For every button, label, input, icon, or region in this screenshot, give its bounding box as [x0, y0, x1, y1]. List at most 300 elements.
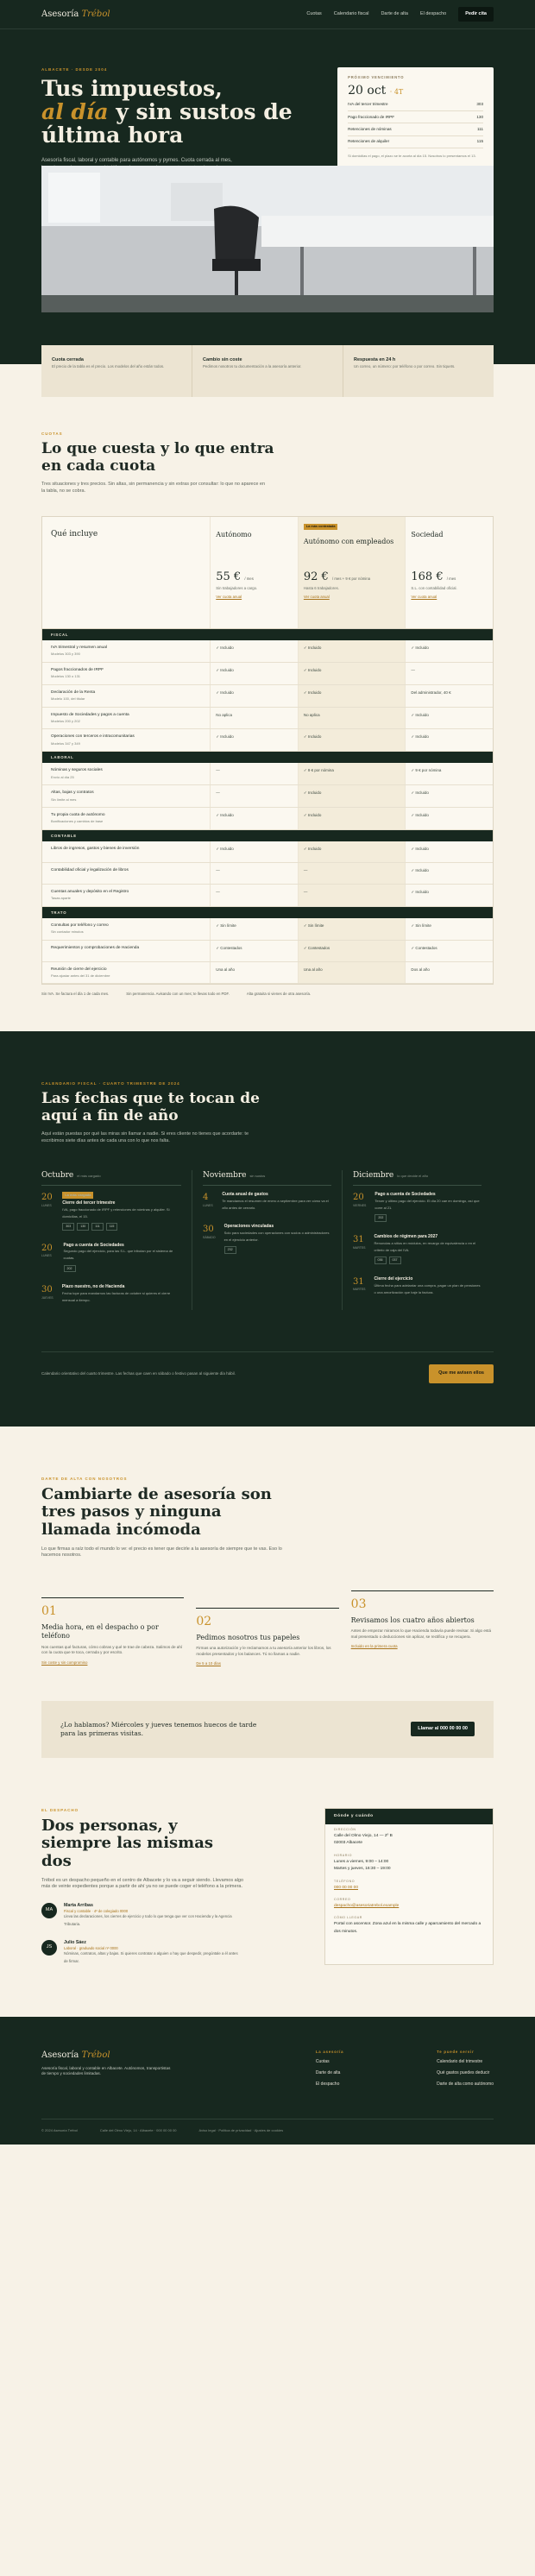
feature-detail: Para ajustar antes del 31 de diciembre [51, 973, 110, 979]
steps-subtitle: Lo que firmas a raíz todo el mundo lo ve: el precio es tener que decirle a la asesoría de siempre que te vas. Eso lo hacemos nosotros. [41, 1546, 282, 1559]
footer-text: Asesoría fiscal, laboral y contable en Albacete. Autónomos, transportistas de tiempo y sociedades limitadas. [41, 2066, 171, 2076]
event-title: Cierre del ejercicio [374, 1275, 413, 1282]
calendar-event[interactable] [203, 1186, 331, 1218]
event-body [64, 1243, 181, 1273]
member-bio: Nóminas, contratos, altas y bajas. Si quieres contratar a alguien o hay que despedir, pregúntale a él antes de firmar. [64, 1951, 238, 1963]
deadline-date: 20 oct · 4T [348, 83, 404, 98]
plan-cell: — [210, 785, 298, 807]
model-chip: 037 [389, 1257, 401, 1264]
pricing-section [0, 397, 535, 1031]
event-desc: Tercer y último pago del ejercicio. El día 20 cae en domingo, así que corre al 21. [374, 1199, 480, 1211]
feature-detail: Envío al día 25 [51, 774, 74, 779]
feature-name [42, 708, 210, 729]
event-weekday: LUNES [41, 1254, 52, 1258]
plan-cell: ✓ Incluido [298, 685, 406, 707]
feature-row [42, 918, 493, 941]
month-note: lo que decide el año [397, 1174, 429, 1179]
footer-link[interactable]: Cuotas [315, 2059, 330, 2065]
event-desc: Renuncias a sitios en módulos, en recargo de equivalencia o en el criterio de caja del IVA. [374, 1240, 476, 1253]
footer-col-recursos: Te puede servir Calendario del trimestre Qué gastos puedes deducir Darte de alta como autónomo [437, 2049, 494, 2087]
feature-title: Nóminas y seguros sociales [51, 768, 103, 773]
event-day: 31 [353, 1276, 364, 1287]
footer-link[interactable]: Darte de alta [315, 2070, 341, 2076]
event-date [203, 1192, 213, 1212]
plan-cell: ✓ Incluido [210, 729, 298, 751]
plan-cell: ✓ Incluido [298, 841, 406, 862]
event-title: Pago a cuenta de Sociedades [63, 1242, 124, 1248]
footer-link[interactable]: Calendario del trimestre [437, 2059, 483, 2065]
feature-row [42, 708, 493, 730]
contact-label: TELÉFONO [334, 1879, 356, 1883]
contact-card [324, 1808, 494, 1965]
step-card [351, 1590, 494, 1666]
hero-title: Tus impuestos, al día y sin sustos de última hora [41, 76, 293, 148]
feature-name [42, 685, 210, 707]
plan-cell: ✓ Contestados [210, 941, 298, 961]
member-name: Julio Sáez [64, 1939, 86, 1945]
nav-link-cuotas[interactable]: Cuotas [306, 10, 322, 16]
deadline-model: 130 [476, 114, 483, 119]
plan-cell: ✓ Incluido [405, 808, 493, 829]
pricing-eyebrow: CUOTAS [41, 431, 63, 436]
feature-group-header: FISCAL [42, 629, 493, 640]
contact-value: Martes y jueves, 16:30 – 19:00 [334, 1867, 391, 1872]
plan-cell: — [210, 763, 298, 784]
calendar-subtitle: Aquí están puestas por qué las miras sin llamar a nadie. Si eres cliente no tienes que acordarte: te escribimos siete días antes de cada una con lo que nos falta. [41, 1131, 249, 1143]
feature-title: Altas, bajas y contratos [51, 790, 94, 796]
plan-autonomo-empleados: La más contratada Autónomo con empleados 92 € / mes + 9 € por nómina Hasta 6 trabajadores. Ver cuota anual [298, 517, 406, 628]
calendar-eyebrow: CALENDARIO FISCAL · CUARTO TRIMESTRE DE 2024 [41, 1081, 180, 1086]
event-desc: Segundo pago del ejercicio, para las S.L. que tributan por el sistema de cuotas. [63, 1249, 173, 1261]
feature-row [42, 785, 493, 808]
contact-item [325, 1894, 493, 1912]
month-header [41, 1170, 181, 1186]
plan-cell: ✓ Incluido [298, 663, 406, 684]
calendar-event[interactable] [41, 1237, 181, 1279]
plan-cell: ✓ Incluido [298, 640, 406, 662]
deadline-model: 303 [476, 102, 483, 107]
step-text: Firmas una autorización y le reclamamos a tu asesoría anterior los libros, los modelos presentados y los balances. Tú no llamas a nadie. [196, 1646, 331, 1656]
feature-row [42, 640, 493, 663]
plan-cell: ✓ Incluido [405, 885, 493, 906]
contact-card-header: Dónde y cuándo [325, 1809, 493, 1824]
plan-cell: — [298, 885, 406, 906]
plan-cell: — [298, 863, 406, 884]
team-subtitle: Trébol es un despacho pequeño en el centro de Albacete y lo va a seguir siendo. Llevamos algo más de veinte expedientes porque a partir de ahí ya no se puede coger el teléfono a la primera. [41, 1877, 244, 1890]
event-body [374, 1234, 482, 1264]
plan-cell: ✓ Incluido [405, 785, 493, 807]
event-title: Operaciones vinculadas [223, 1224, 274, 1230]
contact-value: Portal con ascensor. Zona azul en la misma calle y aparcamiento del mercado a dos minutos. [334, 1922, 482, 1934]
feature-name [42, 941, 210, 961]
member-role: Laboral · graduado social nº 0000 [64, 1945, 118, 1950]
step-note[interactable]: Sin coste y sin compromiso [41, 1660, 88, 1665]
model-chips [64, 1265, 181, 1273]
pricing-features [42, 629, 493, 984]
feature-detail: Sin límite al mes [51, 797, 77, 802]
event-date [353, 1276, 366, 1296]
model-chips [62, 1223, 181, 1231]
model-chip: 202 [374, 1214, 387, 1222]
contact-item [325, 1850, 493, 1876]
feature-title: Declaración de la Renta [51, 690, 96, 695]
feature-row [42, 841, 493, 863]
month-name: Octubre [41, 1171, 74, 1181]
event-date [353, 1234, 366, 1264]
team-title: Dos personas, y siempre las mismas dos [41, 1816, 214, 1871]
feature-row [42, 863, 493, 885]
plan-cell: ✓ Incluido [405, 640, 493, 662]
event-desc: Última fecha para adelantar una compra, pagar un plan de pensiones o una amortización que baje la factura. [374, 1282, 481, 1294]
feature-name [42, 785, 210, 807]
calendar-event[interactable] [41, 1186, 181, 1236]
plan-cell: ✓ Incluido [405, 708, 493, 729]
month-column [192, 1170, 342, 1310]
event-weekday: LUNES [203, 1203, 213, 1207]
call-banner-text: ¿Lo hablamos? Miércoles y jueves tenemos huecos de tarde para las primeras visitas. [60, 1720, 257, 1737]
contact-item [325, 1912, 493, 1938]
feature-name [42, 962, 210, 984]
feature-row [42, 941, 493, 962]
deadline-note: Si domicilias el pago, el plazo se te acorta al día 15. Nosotros lo presentamos el 13. [348, 154, 476, 159]
event-title: Plazo nuestro, no de Hacienda [61, 1284, 125, 1290]
deadline-tax: Retenciones de alquiler [348, 139, 390, 144]
event-weekday: MARTES [353, 1288, 366, 1292]
contact-value: Calle del Olmo Viejo, 14 — 2º B [334, 1833, 393, 1838]
nav-link-calendario[interactable]: Calendario fiscal [333, 10, 369, 16]
feature-title: Libros de ingresos, gastos y bienes de inversión [51, 846, 140, 851]
notify-me-button[interactable]: Que me avisen ellos [429, 1364, 494, 1382]
model-chip: 202 [64, 1265, 76, 1273]
benefits-strip [41, 345, 494, 397]
model-chip: 232 [224, 1246, 236, 1254]
feature-title: Reunión de cierre del ejercicio [51, 967, 107, 972]
event-date [41, 1243, 55, 1273]
site-footer [0, 2017, 535, 2145]
most-popular-badge: La más contratada [304, 524, 338, 530]
hero-eyebrow: ALBACETE · DESDE 2004 [41, 67, 108, 72]
footer-col-asesoria: La asesoría Cuotas Darte de alta El despacho [315, 2049, 344, 2087]
member-info [64, 1940, 240, 1965]
feature-name [42, 841, 210, 862]
event-day: 30 [41, 1285, 53, 1295]
event-title: Cierre del tercer trimestre [62, 1200, 116, 1206]
deadline-label: PRÓXIMO VENCIMIENTO [348, 75, 405, 79]
contact-item [325, 1824, 493, 1850]
step-number: 03 [350, 1597, 367, 1611]
office-illustration [41, 166, 494, 312]
contact-value: Lunes a viernes, 9:00 – 14:00 [334, 1859, 389, 1864]
logo[interactable]: Asesoría Trébol [41, 9, 110, 19]
team-eyebrow: EL DESPACHO [41, 1807, 79, 1812]
event-desc: Te mandamos el resumen de enero a septiembre para ver cómo va el año antes de cerrarlo. [222, 1199, 329, 1211]
note: Alta gratuita si vienes de otra asesoría. [246, 992, 312, 997]
member-info [64, 1903, 240, 1928]
month-name: Noviembre [203, 1171, 247, 1181]
deadline-model: 115 [476, 139, 483, 144]
model-chip: 111 [91, 1223, 103, 1231]
plan-cell: ✓ Sin límite [405, 918, 493, 940]
step-title: Pedimos nosotros tus papeles [196, 1633, 300, 1641]
nav-link-alta[interactable]: Darte de alta [381, 10, 408, 16]
pricing-table [41, 516, 494, 985]
feature-row [42, 729, 493, 752]
feature-row [42, 808, 493, 830]
footer-link[interactable]: El despacho [315, 2081, 340, 2087]
calendar-footer [41, 1351, 494, 1382]
feature-title: Tu propia cuota de autónomo [51, 813, 105, 818]
event-weekday: VIERNES [353, 1203, 367, 1207]
plan-cell: No aplica [298, 708, 406, 729]
model-chips [224, 1246, 331, 1254]
hero-section [0, 29, 535, 364]
annual-fee-link[interactable]: Ver cuota anual [411, 595, 437, 600]
feature-group-header: CONTABLE [42, 830, 493, 841]
calendar-event[interactable] [353, 1186, 482, 1228]
feature-detail: Modelos 347 y 349 [51, 740, 80, 746]
feature-title: Requerimientos y comprobaciones de Hacienda [51, 945, 140, 950]
plan-cell: — [405, 663, 493, 684]
feature-name [42, 918, 210, 940]
feature-row [42, 685, 493, 708]
benefit-item: Cambio sin coste Pedimos nosotros tu documentación a la asesoría anterior. [192, 345, 343, 397]
feature-title: Pagos fraccionados de IRPF [51, 667, 104, 672]
team-member [41, 1940, 240, 1965]
call-banner [41, 1701, 494, 1758]
steps-title: Cambiarte de asesoría son tres pasos y ninguna llamada incómoda [41, 1484, 272, 1540]
plan-cell: ✓ Incluido [210, 841, 298, 862]
footer-link[interactable]: Qué gastos puedes deducir [437, 2070, 490, 2076]
plan-cell: ✓ Sin límite [298, 918, 406, 940]
feature-detail: Tasas aparte [51, 896, 71, 901]
model-chip: 130 [77, 1223, 89, 1231]
deadline-model: 111 [477, 126, 483, 131]
event-body [374, 1192, 482, 1222]
step-title: Revisamos los cuatro años abiertos [350, 1616, 475, 1624]
plan-cell: ✓ Incluido [298, 808, 406, 829]
calendar-note: Calendario orientativo del cuarto trimestre. Las fechas que caen en sábado o festivo pasan al siguiente día hábil. [41, 1370, 236, 1376]
feature-detail: Bonificaciones y cambios de base [51, 819, 104, 824]
deadline-tax: Pago fraccionado de IRPF [348, 114, 395, 119]
event-weekday: MARTES [353, 1245, 366, 1250]
step-title: Media hora, en el despacho o por teléfono [41, 1622, 159, 1641]
pricing-title: Lo que cuesta y lo que entra en cada cuota [41, 440, 274, 475]
feature-name [42, 763, 210, 784]
feature-row [42, 663, 493, 685]
event-date [203, 1224, 216, 1254]
model-chip: 036 [374, 1257, 387, 1264]
feature-row [42, 962, 493, 985]
footer-bottom: © 2024 Asesoría Trébol Calle del Olmo Viejo, 14 · Albacete · 000 00 00 00 Aviso legal · Política de privacidad · Ajustes de cookies [41, 2119, 494, 2145]
event-day: 31 [353, 1235, 364, 1245]
benefit-item: Cuota cerrada El precio de la tabla es el precio. Los modelos del año están todos. [41, 345, 192, 397]
onboarding-section [0, 1427, 535, 1701]
event-day: 20 [41, 1193, 53, 1203]
calendar-event[interactable] [41, 1278, 181, 1310]
step-number: 01 [41, 1603, 57, 1618]
calendar-event[interactable] [203, 1218, 331, 1260]
step-note[interactable]: De 5 a 10 días [196, 1660, 221, 1666]
event-desc: IVA, pago fraccionado de IRPF y retenciones de nóminas y alquiler. Si domicilias, el 15. [62, 1206, 170, 1219]
nav-links [306, 7, 494, 22]
plan-cell: — [210, 885, 298, 906]
book-appointment-button[interactable]: Pedir cita [458, 7, 494, 22]
event-date [41, 1284, 54, 1304]
note: Sin IVA. Se factura el día 1 de cada mes. [41, 992, 110, 997]
feature-title: Impuesto de Sociedades y pagos a cuenta [51, 712, 129, 717]
event-weekday: LUNES [41, 1203, 52, 1207]
footer-link[interactable]: Darte de alta como autónomo [437, 2081, 494, 2087]
nav-link-despacho[interactable]: El despacho [419, 10, 447, 16]
plan-cell: ✓ Incluido [298, 785, 406, 807]
event-title: Cambios de régimen para 2027 [374, 1234, 438, 1240]
event-body [62, 1284, 181, 1304]
plan-cell: ✓ 9 € por nómina [298, 763, 406, 784]
event-weekday: SÁBADO [203, 1235, 216, 1239]
plan-autonomo: Autónomo 55 € / mes Sin trabajadores a cargo. Ver cuota anual [210, 517, 298, 628]
member-role: Fiscal y contable · 4º de colegiado 0000 [64, 1908, 129, 1913]
deadline-tax: IVA del tercer trimestre [348, 102, 388, 107]
step-card [41, 1597, 184, 1666]
feature-detail: Modelo 100, del titular [51, 696, 85, 702]
plan-cell: ✓ Incluido [405, 863, 493, 884]
plan-cell: Una al año [298, 962, 406, 984]
feature-detail: Modelos 200 y 202 [51, 719, 80, 724]
plan-cell: ✓ Incluido [405, 729, 493, 751]
event-day: 20 [41, 1243, 53, 1253]
plan-cell: No aplica [210, 708, 298, 729]
event-desc: Solo para sociedades con operaciones con socios o administradores en el ejercicio anterior. [223, 1231, 330, 1243]
avatar: MA [41, 1903, 57, 1918]
contact-item [325, 1876, 493, 1894]
annual-fee-link[interactable]: Ver cuota anual [303, 595, 330, 600]
deadline-row [348, 123, 483, 135]
contact-label: HORARIO [334, 1853, 352, 1857]
office-photo [41, 166, 494, 312]
plan-cell: ✓ Incluido [210, 640, 298, 662]
deadline-tax: Retenciones de nóminas [348, 126, 392, 131]
feature-title: Cuentas anuales y depósito en el Registro [51, 889, 129, 894]
email-link[interactable]: despacho@asesoriatrebol.example [334, 1903, 400, 1908]
event-title: Pago a cuenta de Sociedades [374, 1192, 436, 1198]
event-day: 4 [203, 1193, 209, 1203]
calendar-title: Las fechas que te tocan de aquí a fin de año [41, 1090, 260, 1124]
feature-title: IVA trimestral y resumen anual [51, 646, 107, 650]
feature-detail: Modelos 130 o 131 [51, 674, 81, 679]
contact-label: CORREO [334, 1898, 351, 1902]
footer-logo[interactable]: Asesoría Trébol [41, 2050, 110, 2060]
feature-row [42, 885, 493, 907]
top-nav [0, 0, 535, 29]
contact-label: CÓMO LLEGAR [334, 1916, 362, 1920]
month-note: el más cargado [77, 1174, 101, 1179]
feature-group-header: LABORAL [42, 752, 493, 763]
steps-eyebrow: DARTE DE ALTA CON NOSOTROS [41, 1476, 128, 1481]
model-chip: 115 [106, 1223, 118, 1231]
plan-cell: ✓ Contestados [298, 941, 406, 961]
month-column [342, 1170, 492, 1310]
plan-cell: Una al año [210, 962, 298, 984]
event-day: 20 [353, 1193, 364, 1203]
team-members [41, 1903, 249, 1965]
plan-cell: ✓ 9 € por nómina [405, 763, 493, 784]
month-header [203, 1170, 331, 1186]
event-day: 30 [203, 1225, 214, 1235]
feature-title: Operaciones con terceros e intracomunitarias [51, 734, 135, 740]
event-title: Cuota anual de gastos [222, 1192, 268, 1198]
steps-list [41, 1597, 494, 1666]
month-name: Diciembre [353, 1171, 394, 1181]
deadline-row [348, 99, 483, 111]
feature-title: Contabilidad oficial y legalización de libros [51, 867, 129, 872]
contact-label: DIRECCIÓN [334, 1828, 356, 1832]
plan-cell: ✓ Contestados [405, 941, 493, 961]
feature-title: Consultas por teléfono y correo [51, 923, 109, 928]
hero-text: Asesoría fiscal, laboral y contable para autónomos y pymes. Cuota cerrada al mes, [41, 158, 232, 164]
event-date [353, 1192, 366, 1222]
legal-links[interactable]: Aviso legal · Política de privacidad · Ajustes de cookies [198, 2127, 284, 2132]
event-date [41, 1192, 54, 1230]
contact-value: 02003 Albacete [334, 1841, 363, 1846]
event-body [222, 1192, 331, 1212]
event-body [62, 1192, 181, 1230]
benefit-item: Respuesta en 24 h Un correo, un número: por teléfono o por correo. Sin tiquets. [354, 357, 456, 369]
step-number: 02 [196, 1614, 212, 1628]
feature-detail: Modelos 303 y 390 [51, 652, 80, 657]
feature-group-header: TRATO [42, 907, 493, 918]
annual-fee-link[interactable]: Ver cuota anual [216, 595, 242, 600]
phone-link[interactable]: 000 00 00 00 [334, 1885, 359, 1890]
step-note[interactable]: Incluido en la primera cuota [350, 1643, 398, 1648]
plan-cell: — [210, 863, 298, 884]
member-bio: Lleva las declaraciones, los cierres de ejercicio y todo lo que tenga que ver con Hacienda y la Agencia Tributaria. [64, 1914, 232, 1926]
deadline-row [348, 111, 483, 123]
feature-name [42, 885, 210, 906]
deadline-list [348, 99, 483, 149]
step-card [196, 1608, 338, 1666]
event-weekday: JUEVES [41, 1295, 54, 1300]
team-member [41, 1903, 240, 1928]
plan-cell: ✓ Incluido [210, 663, 298, 684]
feature-name [42, 640, 210, 662]
months-grid [41, 1170, 494, 1310]
plan-cell: Dos al año [405, 962, 493, 984]
step-text: Nos cuentas qué facturas, cómo cobras y qué te trae de cabeza. Salimos de ahí con la cuota que te toca, cerrada y por escrito. [41, 1645, 183, 1655]
calendar-event[interactable] [353, 1228, 482, 1270]
model-chip: 303 [62, 1223, 74, 1231]
team-section [0, 1758, 535, 2003]
call-button[interactable]: Llamar al 000 00 00 00 [411, 1722, 475, 1736]
step-text: Antes de empezar miramos lo que Hacienda todavía puede revisar. Si algo está mal presentado o deducciones sin aplicar, se rectifica y se recupera. [350, 1628, 492, 1639]
plan-cell: ✓ Sin límite [210, 918, 298, 940]
month-column [41, 1170, 192, 1310]
feature-name [42, 729, 210, 751]
feature-name [42, 808, 210, 829]
feature-name [42, 863, 210, 884]
event-desc: Fecha tope para mandarnos las facturas de octubre si quieres el cierre mensual a tiempo. [61, 1291, 171, 1303]
plan-sociedad: Sociedad 168 € / mes S.L. con contabilidad oficial. Ver cuota anual [405, 517, 493, 628]
next-deadline-card [337, 67, 494, 171]
event-body [374, 1276, 482, 1296]
month-note: sin sustos [249, 1174, 266, 1179]
model-chips [374, 1214, 482, 1222]
calendar-event[interactable] [353, 1270, 482, 1302]
plan-cell: Del administrador, 40 € [405, 685, 493, 707]
includes-header: Qué incluye [51, 530, 98, 539]
pricing-subtitle: Tres situaciones y tres precios. Sin altas, sin permanencia y sin extras por consultar: lo que no aparece en la tabla, no se cobra. [41, 482, 266, 494]
plan-cell: ✓ Incluido [405, 841, 493, 862]
plan-cell: ✓ Incluido [210, 685, 298, 707]
